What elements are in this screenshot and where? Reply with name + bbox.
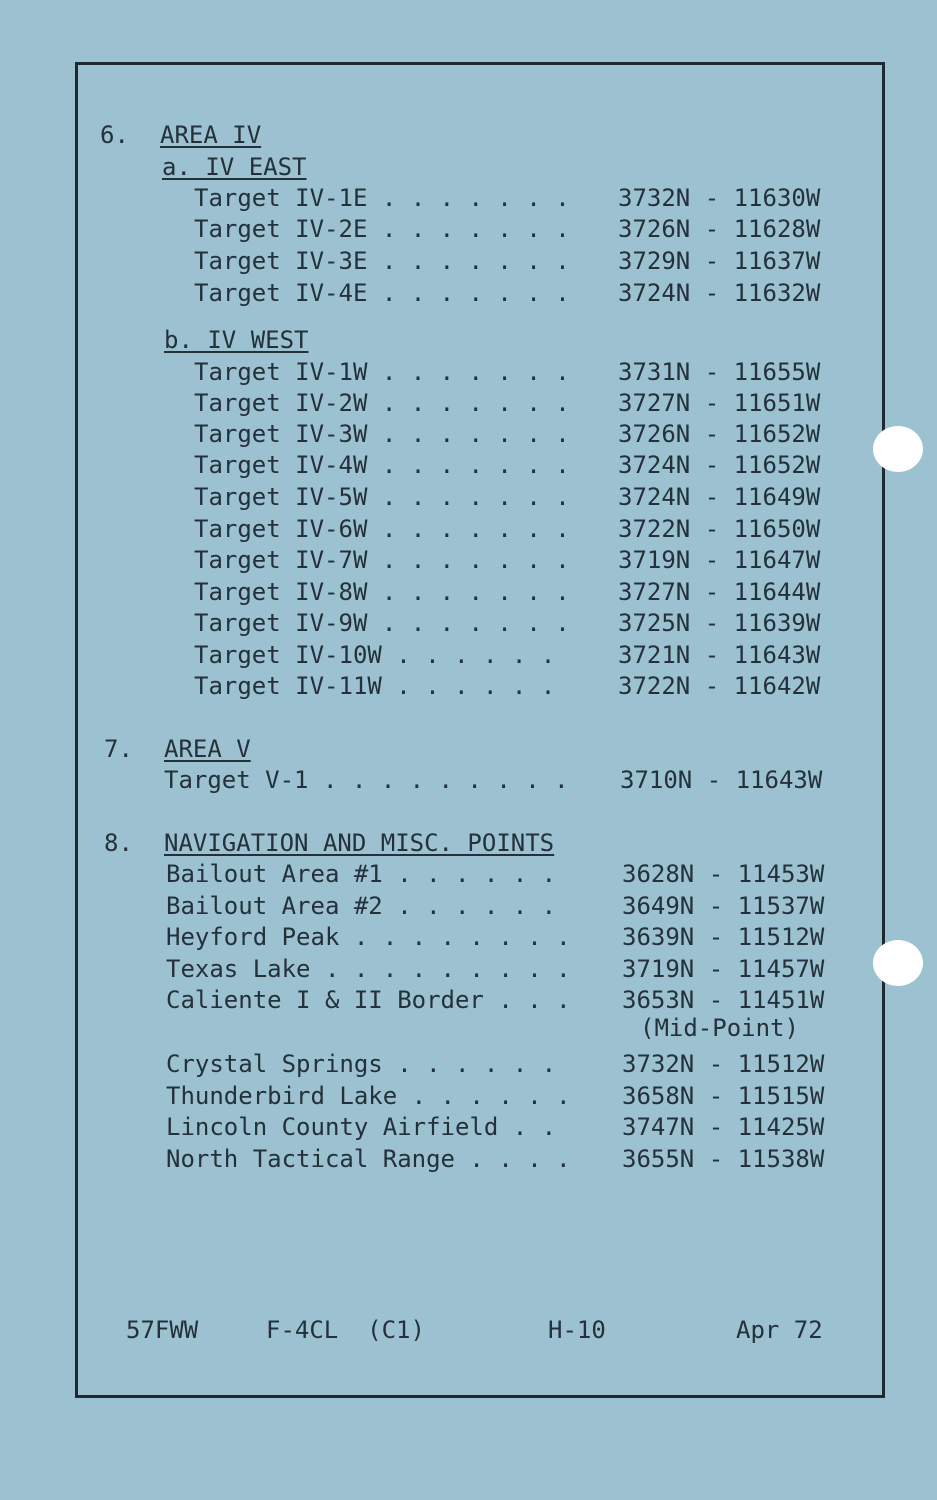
coordinate: 3721N - 11643W — [618, 641, 821, 669]
footer-org: 57FWW — [126, 1316, 199, 1344]
target-label: Target IV-4E . . . . . . . — [194, 279, 570, 307]
coordinate: 3724N - 11649W — [618, 483, 821, 511]
coordinate: 3719N - 11457W — [622, 955, 825, 983]
footer-doc: F-4CL (C1) — [266, 1316, 425, 1344]
target-label: Target IV-2E . . . . . . . — [194, 215, 570, 243]
coordinate: 3726N - 11652W — [618, 420, 821, 448]
coordinate: 3727N - 11644W — [618, 578, 821, 606]
target-label: Target IV-3W . . . . . . . — [194, 420, 570, 448]
coordinate: 3726N - 11628W — [618, 215, 821, 243]
target-label: Target IV-2W . . . . . . . — [194, 389, 570, 417]
target-label: Target IV-10W . . . . . . — [194, 641, 556, 669]
coordinate: 3727N - 11651W — [618, 389, 821, 417]
subsection-title: b. IV WEST — [164, 326, 309, 354]
coordinate: 3722N - 11642W — [618, 672, 821, 700]
coordinate: 3628N - 11453W — [622, 860, 825, 888]
target-label: Target IV-1E . . . . . . . — [194, 184, 570, 212]
binder-hole — [873, 426, 923, 472]
target-label: Target V-1 . . . . . . . . . — [164, 766, 569, 794]
target-label: Target IV-3E . . . . . . . — [194, 247, 570, 275]
section-number: 8. — [104, 829, 133, 857]
point-label: Texas Lake . . . . . . . . . — [166, 955, 571, 983]
point-label: Bailout Area #1 . . . . . . — [166, 860, 557, 888]
section-title: AREA IV — [160, 121, 262, 149]
point-label: Bailout Area #2 . . . . . . — [166, 892, 557, 920]
section-number: 6. — [100, 121, 129, 149]
point-label: Caliente I & II Border . . . — [166, 986, 571, 1014]
coordinate: 3725N - 11639W — [618, 609, 821, 637]
target-label: Target IV-1W . . . . . . . — [194, 358, 570, 386]
point-label: Heyford Peak . . . . . . . . — [166, 923, 571, 951]
binder-hole — [873, 940, 923, 986]
target-label: Target IV-9W . . . . . . . — [194, 609, 570, 637]
point-label: Crystal Springs . . . . . . — [166, 1050, 557, 1078]
point-label: Thunderbird Lake . . . . . . — [166, 1082, 571, 1110]
section-number: 7. — [104, 735, 133, 763]
section-title: NAVIGATION AND MISC. POINTS — [164, 829, 555, 857]
point-label: Lincoln County Airfield . . — [166, 1113, 557, 1141]
point-label: North Tactical Range . . . . — [166, 1145, 571, 1173]
section-title: AREA V — [164, 735, 251, 763]
target-label: Target IV-8W . . . . . . . — [194, 578, 570, 606]
coordinate: 3649N - 11537W — [622, 892, 825, 920]
target-label: Target IV-5W . . . . . . . — [194, 483, 570, 511]
coordinate: 3747N - 11425W — [622, 1113, 825, 1141]
midpoint-note: (Mid-Point) — [640, 1014, 799, 1042]
coordinate: 3639N - 11512W — [622, 923, 825, 951]
footer-page: H-10 — [548, 1316, 606, 1344]
target-label: Target IV-4W . . . . . . . — [194, 451, 570, 479]
coordinate: 3719N - 11647W — [618, 546, 821, 574]
coordinate: 3724N - 11652W — [618, 451, 821, 479]
coordinate: 3722N - 11650W — [618, 515, 821, 543]
footer-date: Apr 72 — [736, 1316, 823, 1344]
target-label: Target IV-11W . . . . . . — [194, 672, 556, 700]
coordinate: 3655N - 11538W — [622, 1145, 825, 1173]
target-label: Target IV-6W . . . . . . . — [194, 515, 570, 543]
coordinate: 3710N - 11643W — [620, 766, 823, 794]
coordinate: 3731N - 11655W — [618, 358, 821, 386]
coordinate: 3658N - 11515W — [622, 1082, 825, 1110]
coordinate: 3732N - 11512W — [622, 1050, 825, 1078]
coordinate: 3729N - 11637W — [618, 247, 821, 275]
coordinate: 3732N - 11630W — [618, 184, 821, 212]
subsection-title: a. IV EAST — [162, 153, 307, 181]
target-label: Target IV-7W . . . . . . . — [194, 546, 570, 574]
coordinate: 3653N - 11451W — [622, 986, 825, 1014]
coordinate: 3724N - 11632W — [618, 279, 821, 307]
